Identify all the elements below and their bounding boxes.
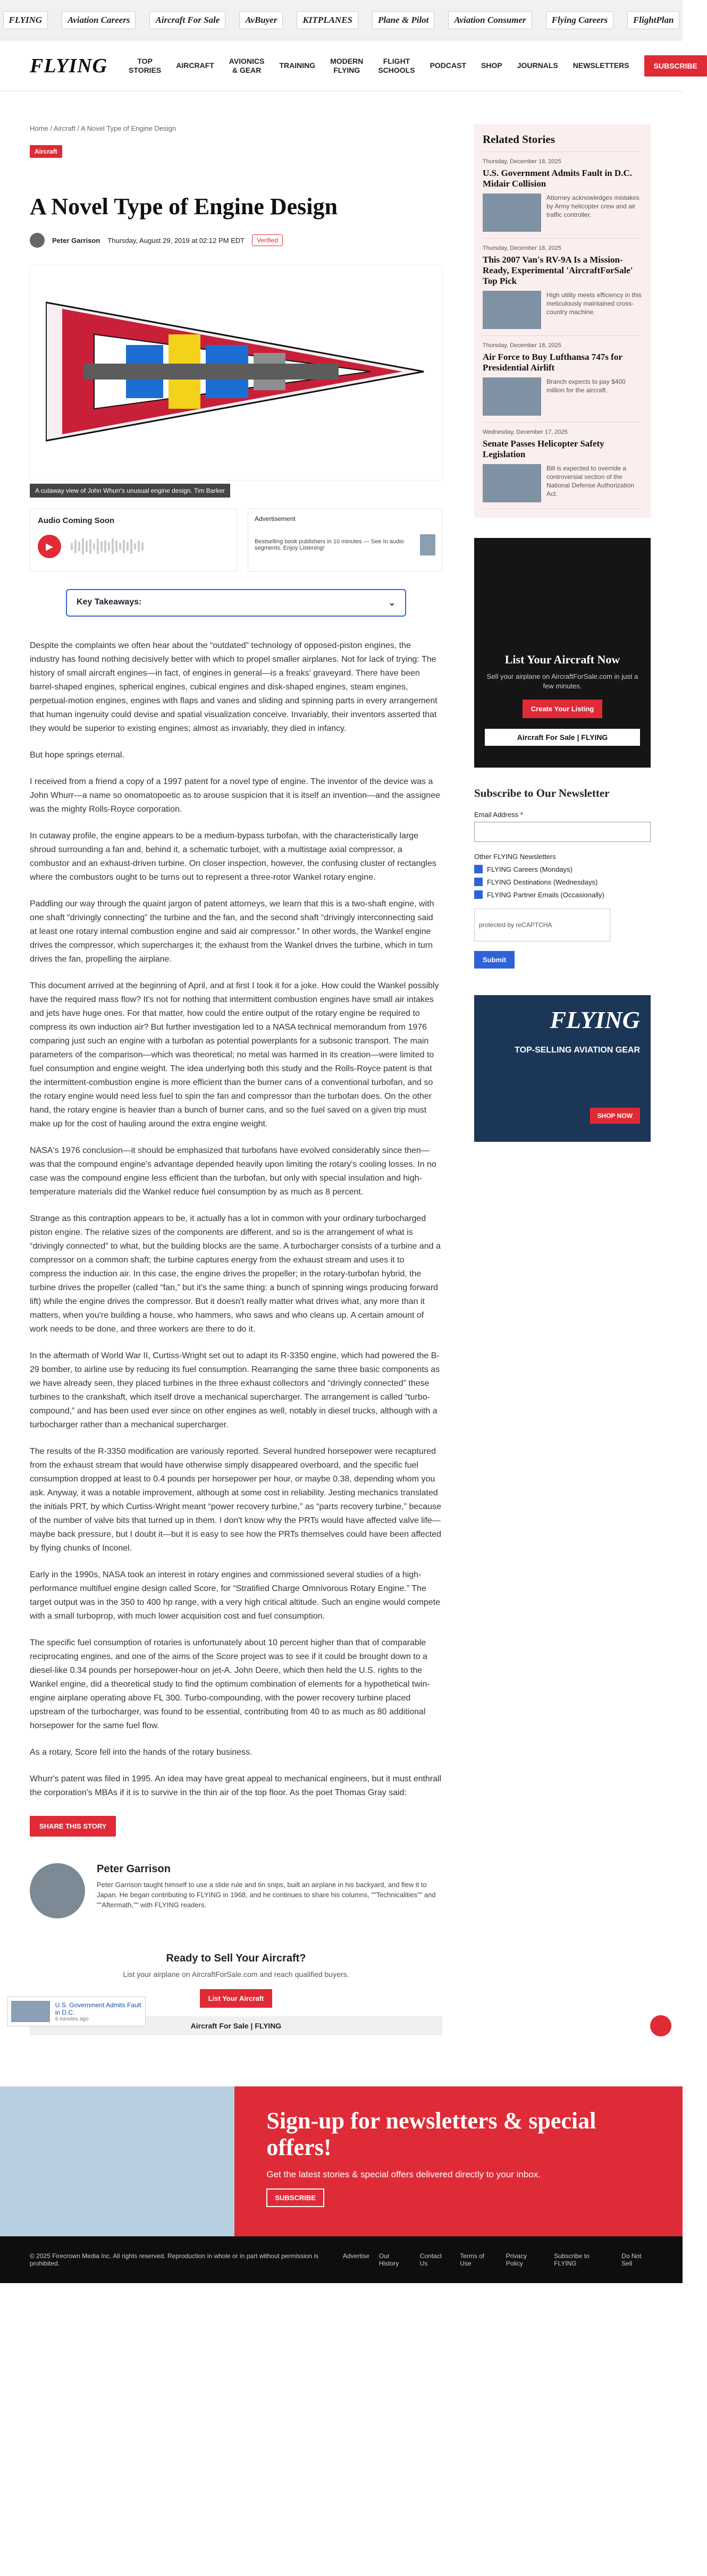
notification-bell-icon[interactable] [650,2015,671,2036]
sticky-time: 6 minutes ago [55,2016,89,2022]
newsletter-group-label: Other FLYING Newsletters [474,853,556,861]
category-tag[interactable]: Aircraft [30,145,62,158]
cta-title: Ready to Sell Your Aircraft? [166,1952,306,1964]
gear-ad-text: TOP-SELLING AVIATION GEAR [515,1046,640,1055]
share-button[interactable]: SHARE THIS STORY [30,1816,116,1837]
list-aircraft-ad [474,538,651,768]
author-bio: Peter Garrison taught himself to use a slide rule and tin snips, built an airplane in his backyard, and flew it to Japan. He began contributing to FLYING in 1968, and he continues to share his columns, ""Technicalities"" and ""Aftermath,"" with FLYING readers. [97,1881,436,1909]
brand-link[interactable]: KITPLANES [297,11,358,29]
afs-title: List Your Aircraft Now [504,653,620,666]
footer-link[interactable]: Contact Us [419,2252,442,2267]
author-box-name[interactable]: Peter Garrison [97,1863,171,1875]
related-thumbnail[interactable] [483,291,541,329]
afs-text: Sell your airplane on AircraftForSale.com in just a few minutes. [486,672,638,690]
footer-link[interactable]: Terms of Use [460,2252,485,2267]
recaptcha[interactable] [474,908,610,941]
sticky-title[interactable]: U.S. Government Admits Fault in D.C. [55,2001,141,2016]
related-thumbnail[interactable] [483,377,541,416]
nav-flight-schools[interactable]: FLIGHT SCHOOLS [378,56,415,74]
footer-link[interactable]: Our History [378,2252,399,2267]
nav-podcast[interactable]: PODCAST [430,61,467,70]
ad-thumbnail [420,534,435,555]
nav-top-stories[interactable]: TOP STORIES [129,56,162,74]
nav-training[interactable]: TRAINING [279,61,316,70]
nav-modern-flying[interactable]: MODERN FLYING [330,56,364,74]
nav-aircraft[interactable]: AIRCRAFT [176,61,214,70]
main-navigation [0,40,697,91]
related-item[interactable] [483,336,642,423]
related-desc: Bill is expected to override a controversial section of the National Defense Authorization Act. [546,465,634,498]
submit-button[interactable]: Submit [474,951,515,969]
waveform [71,538,144,555]
brand-link[interactable]: FlightPlan [627,11,680,29]
checkbox-label: FLYING Destinations (Wednesdays) [487,878,598,886]
paragraph: Early in the 1990s, NASA took an interest in rotary engines and commissioned several studies of a high-performance multifuel engine design called Score, for “Stratified Charge Omnivorous Rotary Engine.” The target output was in the 350 to 400 hp range, with a very high critical altitude. Such an engine would compete with a small turboprop, with much lower acquisition cost and fuel consumption. [30,1570,441,1621]
sticky-thumbnail [11,2001,50,2022]
related-thumbnail[interactable] [483,464,541,502]
paragraph: This document arrived at the beginning of April, and at first I took it for a joke. How could the Wankel possibly have the required mass flow? It's not for nothing that intermittent combustion engines have small air intakes and jets have huge ones. For that matter, how could the entire output of the rotary engine be required to compress its own induction air? But further investigation led to a NASA technical memorandum from 1976 comparing just such an engine with a turbofan as potential powerplants for a subsonic transport. The main parameters of the comparison—which was theoretical; no metal was harmed in its creation—were limited to fuel consumption and engine weight. The idea underlying both this study and the Rolls-Royce patent is that the intermittent-combustion engine is more efficient than the burner cans of a conventional turbofan, and so the rotary engine would need less fuel to spin the fan and compressor than the turbofan does. On the other hand, the rotary engine is heavier than a bunch of burner cans, and so the fuel saved on a given trip must make up for the cost of hauling around the extra engine weight. [30,981,439,1129]
engine-cutaway-illustration [30,265,443,481]
cta-brand-bar: Aircraft For Sale | FLYING [30,2016,442,2035]
paragraph: Despite the complaints we often hear about the “outdated” technology of opposed-piston engines, the industry has found nothing decisively better with which to propel smaller airplanes. Not for lack of trying: The history of small aircraft engines—in fact, of engines in general—is a freaks' graveyard. There have been barrel-shaped engines, spherical engines, cubical engines and disk-shaped engines, steam engines, perpetual-motion engines, engines with flaps and vanes and sliding and spinning parts in every arrangement that human ingenuity could devise and spatial visualization conceive. Invariably, their inventors asserted that they would be superior to existing engines; almost as invariably, they died in infancy. [30,641,437,733]
author-name[interactable]: Peter Garrison [52,236,100,245]
ad-text: Bestselling book publishers in 10 minutes — See In audio segments. Enjoy Listening! [255,538,404,551]
nav-journals[interactable]: JOURNALS [517,61,558,70]
related-date: Wednesday, December 17, 2025 [483,429,568,435]
sidebar [474,124,651,2035]
related-title[interactable]: Senate Passes Helicopter Safety Legislation [483,439,604,459]
related-desc: Branch expects to pay $400 million for the aircraft. [546,378,626,394]
email-field[interactable] [474,822,651,842]
chevron-down-icon: ⌄ [388,599,395,608]
page-title: A Novel Type of Engine Design [30,193,338,220]
brand-bar [0,0,683,40]
footer [0,2236,683,2283]
related-desc: High utility meets efficiency in this meticulously maintained cross-country machine. [546,291,642,316]
nav-newsletters[interactable]: NEWSLETTERS [573,61,629,70]
brand-link[interactable]: FLYING [3,11,48,29]
newsletter-form [474,787,651,969]
signup-text: Get the latest stories & special offers delivered directly to your inbox. [266,2169,541,2179]
checkbox[interactable] [474,890,483,899]
paragraph: Whurr's patent was filed in 1995. An idea may have great appeal to mechanical engineers, but it must enthrall the corporation's MBAs if it is to survive in the thin air of the top floor. As the poet Thomas Gray said: [30,1774,442,1797]
related-date: Thursday, December 18, 2025 [483,158,561,165]
paragraph: The results of the R-3350 modification are variously reported. Several hundred horsepower were recaptured from the exhaust stream that would have otherwise simply disappeared overboard, and the specific fuel consumption dropped at least to 0.4 pounds per horsepower per hour, or maybe 0.38, depending whom you ask. Anyway, it was a notable improvement, although at some cost in reliability. Jesting mechanics translated the initials PRT, by which Curtiss-Wright meant “power recovery turbine,” as “parts recovery turbine,” because of the number of valve bits that turned up in them. I don't know why the PRTs would have affected valve life—maybe back pressure, but I doubt it—but it is easy to see how the PRTs themselves could have been affected by flying chunks of Inconel. [30,1447,442,1553]
gear-shop-ad[interactable] [474,995,651,1142]
hero-image [30,265,442,481]
list-aircraft-button[interactable]: List Your Aircraft [200,1989,273,2008]
key-takeaways-toggle[interactable] [66,589,406,617]
brand-link[interactable]: Plane & Pilot [372,11,434,29]
paragraph: As a rotary, Score fell into the hands of the rotary business. [30,1748,252,1757]
author-box [30,1863,442,1918]
checkbox[interactable] [474,878,483,886]
play-icon[interactable]: ▶ [38,535,61,558]
paragraph: In cutaway profile, the engine appears to be a medium-bypass turbofan, with the characteristically large shroud surrounding a fan and, behind it, a schematic turbojet, with a multistage axial compressor, a combustor and an exhaust-driven turbine. On closer inspection, however, the confusing cluster of rectangles where the combustors ought to be turns out to represent a three-rotor Wankel rotary engine. [30,831,436,882]
paragraph: The specific fuel consumption of rotaries is unfortunately about 10 percent higher than that of comparable reciprocating engines, and one of the aims of the Score project was to see if it could be brought down to a diesel-like 0.34 pounds per horsepower-hour on jet-A. John Deere, which then held the U.S. rights to the Wankel engine, did a theoretical study to find the optimum combination of elements for a hypothetical twin-engine airplane operating above FL 300. Turbo-compounding, with the power recovery turbine placed upstream of the turbocharger, was found to be essential, contributing from 40 to as much as 80 additional horsepower for the same fuel flow. [30,1638,430,1730]
brand-link[interactable]: Aircraft For Sale [149,11,225,29]
related-heading: Related Stories [483,133,642,152]
paragraph: Strange as this contraption appears to be, it actually has a lot in common with your ordinary turbocharged piston engine. The relative sizes of the components are different, and so is the arrangement of what is “drivingly connected” to what, but the building blocks are the same. A turbocharger consists of a turbine and a compressor on a common shaft; the turbine captures energy from the exhaust stream and uses it to compress the induction air. In this case, the engine drives the propeller; in the rotary-turbofan hybrid, the turbine drives the propeller (called “fan,” but it's the same thing: a bunch of spinning wings producing forward lift) while the engine drives the compressor. But it doesn't really matter what drives what, any more than it matters, when you're building a house, who hammers, who saws and who cleans up. A certain amount of work needs to be done, and three workers are there to do it. [30,1214,441,1334]
article [30,124,442,2035]
related-title[interactable]: Air Force to Buy Lufthansa 747s for Presidential Airlift [483,352,622,373]
nav-shop[interactable]: SHOP [481,61,502,70]
gear-ad-logo: FLYING [550,1006,640,1033]
newsletter-signup-banner [0,2086,683,2236]
related-title[interactable]: This 2007 Van's RV-9A Is a Mission-Ready, Experimental 'AircraftForSale' Top Pick [483,255,633,286]
email-label: Email Address * [474,811,523,819]
related-date: Thursday, December 18, 2025 [483,342,561,349]
audio-label: Audio Coming Soon [38,516,115,525]
shop-now-button[interactable]: SHOP NOW [590,1108,640,1124]
related-desc: Attorney acknowledges mistakes by Army helicopter crew and air traffic controller. [546,194,639,218]
checkbox-label: FLYING Careers (Mondays) [487,865,573,873]
paragraph: Paddling our way through the quaint jargon of patent attorneys, we learn that this is a two-shaft engine, with one shaft “drivingly connecting” the turbine and the fan, and the second shaft “drivingly interconnecting said at least one rotary internal combustion engine and said air compressor.” In other words, the Wankel engine drives the compressor, which supercharges it; the exhaust from the Wankel drives the turbine, which in turn drives the fan, propelling the airplane. [30,899,434,964]
advertisement[interactable] [248,508,442,572]
afs-brand-bar: Aircraft For Sale | FLYING [485,729,640,746]
sticky-related-popup[interactable] [7,1997,146,2026]
footer-link[interactable]: Privacy Policy [506,2252,527,2267]
copyright: © 2025 Firecrown Media Inc. All rights reserved. Reproduction in whole or in part without permission is prohibited. [30,2252,319,2267]
brand-link[interactable]: Flying Careers [546,11,613,29]
paragraph: In the aftermath of World War II, Curtiss-Wright set out to adapt its R-3350 engine, which had powered the B-29 bomber, to airline use by reducing its fuel consumption. Rearranging the same three basic components as we have already seen, they placed turbines in the three exhaust collectors and “drivingly connected” these turbines to the crankshaft, which itself drove a mechanical supercharger. The arrangement is called “turbo-compound,” and has been used ever since on other engines as well, notably in diesel trucks, although with a turbocharger rather than a mechanical supercharger. [30,1351,440,1429]
ad-label: Advertisement [255,515,296,523]
paragraph: I received from a friend a copy of a 1997 patent for a novel type of engine. The inventor of the device was a John Whurr—a name so onomatopoetic as to arouse suspicion that it is itself an invention—and the assignee was the mighty Rolls-Royce corporation. [30,777,440,814]
related-stories [474,124,651,518]
author-photo [30,1863,85,1918]
related-date: Thursday, December 18, 2025 [483,245,561,251]
create-listing-button[interactable]: Create Your Listing [523,700,603,718]
verified-badge: Verified [252,234,283,246]
related-item[interactable] [483,152,642,239]
related-item[interactable] [483,423,642,509]
signup-image [0,2086,234,2236]
related-thumbnail[interactable] [483,193,541,232]
key-takeaways-label: Key Takeaways: [77,597,142,607]
brand-link[interactable]: AvBuyer [239,11,283,29]
cta-text: List your airplane on AircraftForSale.com and reach qualified buyers. [123,1970,349,1979]
signup-subscribe-button[interactable]: SUBSCRIBE [266,2188,324,2207]
article-body [30,639,442,1800]
paragraph: But hope springs eternal. [30,751,124,760]
footer-link[interactable]: Subscribe to FLYING [554,2252,590,2267]
byline [30,233,442,248]
paragraph: NASA's 1976 conclusion—it should be emphasized that turbofans have evolved considerably since then—was that the compound engine's advantage depended heavily upon limiting the rotary's cooling losses. In no case was the compound engine less efficient than the turbofan, but only with special insulation and high-temperature materials did the Wankel reduce fuel consumption by as much as 8 percent. [30,1146,436,1197]
image-caption: A cutaway view of John Whurr's unusual engine design. Tim Barker [30,484,230,498]
breadcrumb[interactable]: Home / Aircraft / A Novel Type of Engine Design [30,124,176,132]
related-title[interactable]: U.S. Government Admits Fault in D.C. Midair Collision [483,168,632,189]
checkbox-label: FLYING Partner Emails (Occasionally) [487,890,604,899]
recaptcha-text: protected by reCAPTCHA [479,921,552,929]
related-item[interactable] [483,239,642,336]
brand-link[interactable]: Aviation Consumer [448,11,532,29]
nav-avionics[interactable]: AVIONICS & GEAR [229,56,265,74]
signup-title: Sign-up for newsletters & special offers! [266,2108,596,2160]
avatar [30,233,45,248]
audio-player [30,508,237,572]
publish-date: Thursday, August 29, 2019 at 02:12 PM EDT [107,236,245,245]
checkbox[interactable] [474,865,483,873]
brand-link[interactable]: Aviation Careers [62,11,136,29]
newsletter-heading: Subscribe to Our Newsletter [474,787,610,799]
site-logo[interactable]: FLYING [30,54,108,77]
footer-link[interactable]: Do Not Sell [621,2252,642,2267]
subscribe-button[interactable]: SUBSCRIBE [644,55,707,77]
footer-link[interactable]: Advertise [342,2252,369,2260]
